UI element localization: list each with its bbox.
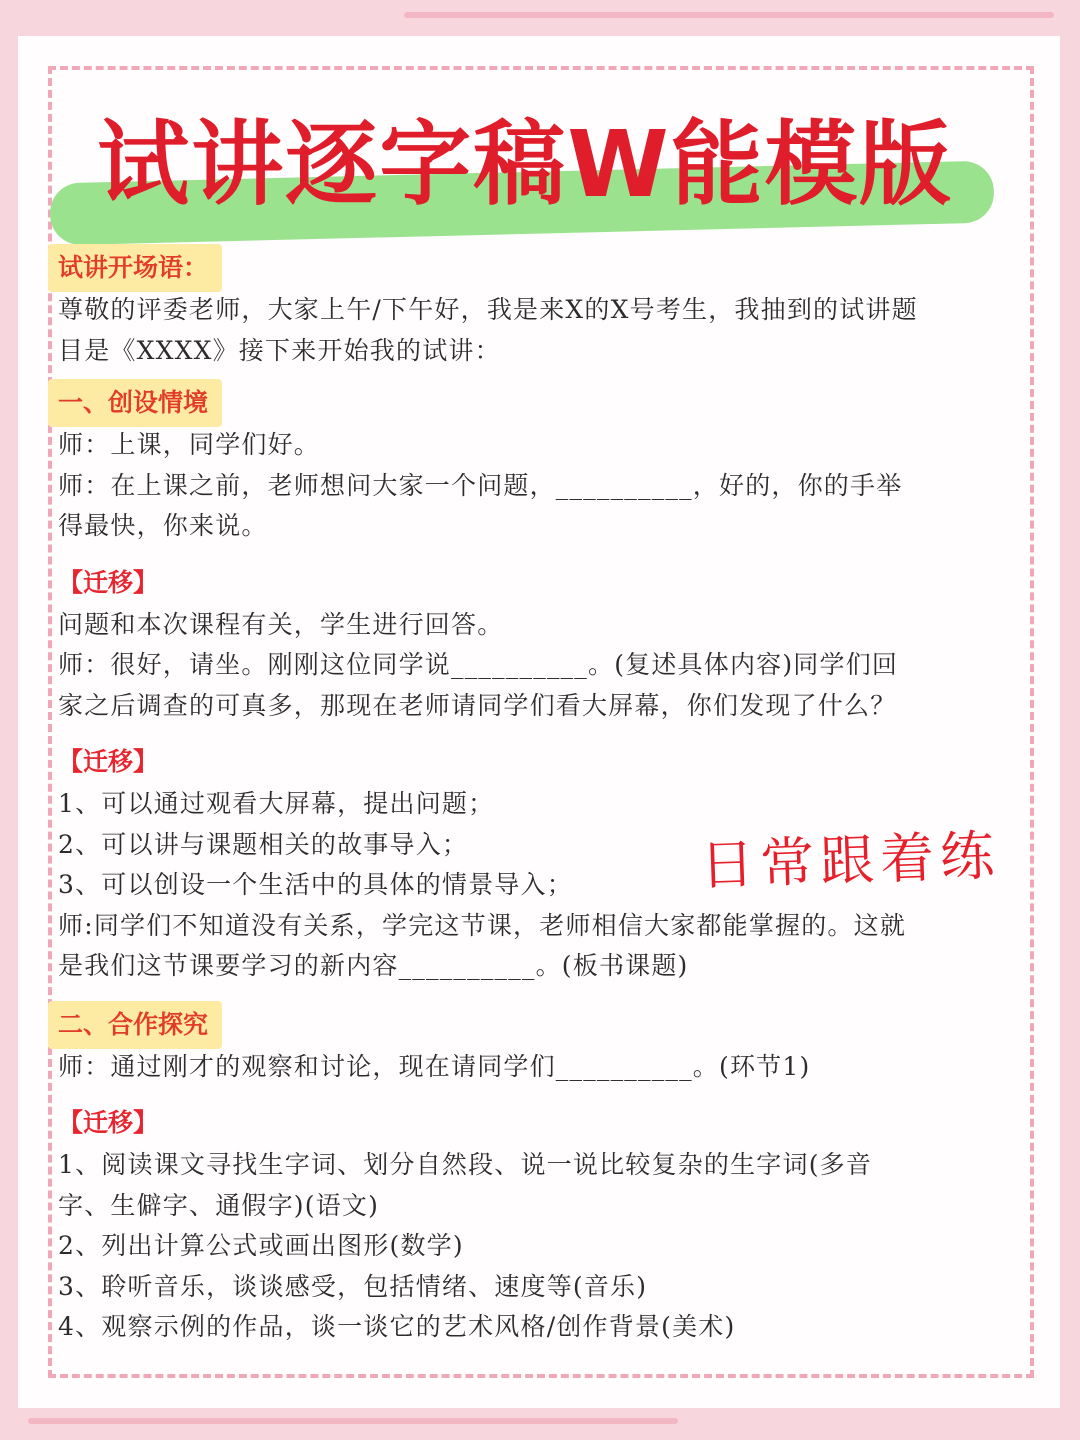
section1-line: 师：上课，同学们好。 [58, 430, 321, 459]
transfer-heading: 【迁移】 [58, 1108, 159, 1137]
transfer-line: 1、阅读课文寻找生字词、划分自然段、说一说比较复杂的生字词(多音 [58, 1150, 873, 1179]
transfer-line: 3、聆听音乐，谈谈感受，包括情绪、速度等(音乐) [58, 1271, 648, 1301]
transfer-line: 1、可以通过观看大屏幕，提出问题； [58, 789, 495, 818]
document-body [58, 242, 1003, 1348]
opening-heading: 试讲开场语： [48, 244, 222, 292]
section1-line: 得最快，你来说。 [58, 511, 268, 540]
transfer-heading: 【迁移】 [58, 747, 159, 776]
transfer-line: 问题和本次课程有关，学生进行回答。 [58, 609, 504, 639]
transfer-line: 是我们这节课要学习的新内容__________。(板书课题) [58, 951, 689, 980]
opening-line: 尊敬的评委老师，大家上午/下午好，我是来X的X号考生，我抽到的试讲题 [58, 295, 918, 324]
bottom-decoration-bar [28, 1418, 678, 1424]
page-title: 试讲逐字稿W能模版 [97, 111, 953, 218]
title-block [50, 90, 1000, 240]
section1-line: 师：在上课之前，老师想问大家一个问题，__________，好的，你的手举 [58, 470, 903, 500]
transfer-line: 2、列出计算公式或画出图形(数学) [58, 1231, 464, 1260]
transfer-line: 师:同学们不知道没有关系，学完这节课，老师相信大家都能掌握的。这就 [58, 910, 907, 940]
transfer-line: 家之后调查的可真多，那现在老师请同学们看大屏幕，你们发现了什么？ [58, 690, 897, 720]
transfer-line: 师：很好，请坐。刚刚这位同学说__________。(复述具体内容)同学们回 [58, 650, 899, 679]
top-decoration-bar [404, 12, 1054, 18]
transfer-line: 字、生僻字、通假字)(语文) [58, 1190, 380, 1220]
transfer-line: 4、观察示例的作品，谈一谈它的艺术风格/创作背景(美术) [58, 1312, 736, 1341]
section2-heading: 二、合作探究 [48, 1001, 222, 1049]
transfer-line: 3、可以创设一个生活中的具体的情景导入； [58, 870, 573, 899]
section2-line: 师：通过刚才的观察和讨论，现在请同学们__________。(环节1) [58, 1051, 811, 1081]
transfer-line: 2、可以讲与课题相关的故事导入； [58, 829, 469, 859]
stamp-text: 日常跟着练 [699, 823, 1002, 898]
transfer-heading: 【迁移】 [58, 567, 159, 597]
opening-line: 目是《XXXX》接下来开始我的试讲： [58, 335, 501, 365]
section1-heading: 一、创设情境 [48, 379, 222, 427]
